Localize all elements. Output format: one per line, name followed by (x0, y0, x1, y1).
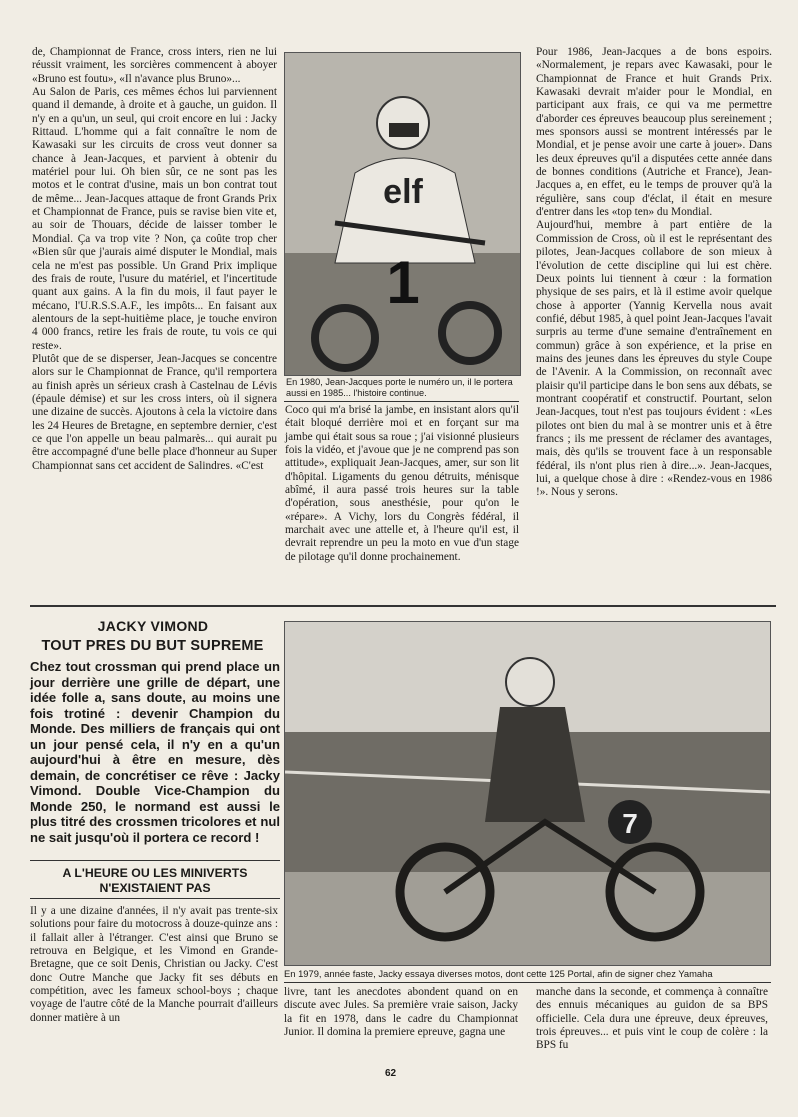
middle-column-top (285, 404, 519, 564)
left-column-top (32, 46, 277, 473)
section-subheading: A L'HEURE OU LES MINIVERTS N'EXISTAIENT PAS (62, 866, 248, 895)
sub-rule (30, 860, 280, 861)
section-title: TOUT PRES DU BUT SUPREME (41, 638, 264, 654)
rider-illustration (285, 53, 520, 375)
right-column-top (536, 46, 772, 500)
section2-body-middle: livre, tant les anecdotes abondent quand on en discute avec Jules. Sa première vraie saison, Jacky la fit en 1978, dans le cadre du Championnat Junior. Il domina la premiere epreuve, gagna une (284, 986, 518, 1039)
photo1-caption: En 1980, Jean-Jacques porte le numéro un, il le portera aussi en 1985... l'histoire continue. (286, 377, 513, 398)
photo-jacky-vimond-portal (284, 621, 771, 966)
race-number-2: 7 (622, 808, 638, 839)
caption-rule-2 (284, 982, 771, 983)
page-number: 62 (385, 1068, 397, 1079)
section2-body-right: manche dans la seconde, et commença à connaître des ennuis mécaniques au guidon de sa BPS officielle. Cela dura une épreuve, deux épreuves, trois épreuves... et puis vint le coup de colère : la BPS fu (536, 986, 768, 1052)
section2-body-left: Il y a une dizaine d'années, il n'y avait pas trente-six solutions pour faire du motocross à douze-quinze ans : il fallait aller à l'étranger. C'est ainsi que Bruno se retrouva en Belgique, et les Vimond en Grande-Bretagne, que ce soit Denis, Christian ou Jacky. C'est donc Outre Manche que Jacky fit ses débuts en compétition, avec les fameux school-boys ; chaque voyage de l'autre côté de la Manche pourrait d'ailleurs donner matière à un (30, 905, 278, 1024)
paragraph: Plutôt que de se disperser, Jean-Jacques se concentre alors sur le Championnat de France, qu'il remportera au finish après un sérieux crash à Castelnau de Lévis (épaule démise) et sur les cross inters, où il signera une dizaine de succès. Ajoutons à cela la victoire dans les 24 Heures de Bretagne, en septembre dernier, c'est ce que l'on appelle un beau palmarès... qui aurait pu être accompagné d'une belle place d'honneur au Super Championnat sans cet accident de Salindres. «C'est (32, 352, 277, 472)
paragraph: de, Championnat de France, cross inters, rien ne lui réussit vraiment, les sorcières commencent à aboyer «Bruno est foutu», «Il n'avance plus Bruno»... (32, 46, 277, 85)
paragraph: Au Salon de Paris, ces mêmes échos lui parviennent quand il demande, à droite et à gauche, un guidon. Il n'y en a qu'un, un seul, qui croit encore en lui : Jacky Rittaud. L'homme qui a fait connaître le nom de Kawasaki sur les circuits de cross veut donner sa chance à Jean-Jacques, et parvient à obtenir du matériel pour lui. Oh bien sûr, ce ne sont pas les motos et le contrat d'usine, mais un bon contrat tout de même... Jean-Jacques attaque de front Grands Prix et Championnat de France, puis se ravise bien vite et, au soir de Thouars, décide de laisser tomber le Mondial. Ça va trop vite ? Non, ça coûte trop cher «Bien sûr que j'aurais aimé disputer le Mondial, mais cela ne m'est pas possible. Un Grand Prix implique des frais de route, l'usure du matériel, et l'incertitude quant aux gains. A la fin du mois, il faut payer le mécano, l'U.R.S.S.A.F., les impôts... En faisant aux alentours de la sept-huitième place, je touche environ 4 000 francs, retire les frais de route, tu vois ce qui reste». (32, 86, 277, 352)
paragraph: Coco qui m'a brisé la jambe, en insistant alors qu'il était bloqué derrière moi et en forçant sur ma jambe qui était sous sa roue ; j'ai visionné plusieurs fois la vidéo, et j'avoue que je ne comprend pas son attitude», expliquait Jean-Jacques, amer, sur son lit d'hôpital. Ligaments du genou détruits, ménisque abîmé, il aura passé trois heures sur la table d'opération, sous anesthésie, pour qu'on le «répare». A Vichy, lors du Congrès fédéral, il marchait avec une attelle et, à l'heure qu'il est, il devrait reprendre un peu la moto en vue d'un stage de pilotage qu'il donne prochainement. (285, 404, 519, 563)
paragraph: Pour 1986, Jean-Jacques a de bons espoirs. «Normalement, je repars avec Kawasaki, pour le Championnat de France et huit Grands Prix. Kawasaki devrait m'aider pour le Mondial, en participant aux frais, ce qui va me permettre d'aborder ces épreuves beaucoup plus sereinement ; mes sponsors aussi se montrent intéressés par le Mondial, et je pense avoir une carte à jouer». Dans les deux épreuves qu'il a disputées cette année dans de bonnes conditions (Autriche et France), Jean-Jacques a, en effet, eu le temps de prouver qu'à la régulière, sans coup d'éclat, il était en mesure d'entrer dans les «top ten» du Mondial. (536, 46, 772, 219)
paragraph: Aujourd'hui, membre à part entière de la Commission de Cross, où il est le représentant des pilotes, Jean-Jacques collabore de son mieux à l'évolution de cette discipline qui lui est chère. Deux points lui tiennent à cœur : la formation physique de ses pairs, et là il estime avoir quelque chose à apporter (Yannig Kervella nous avait confié, début 1985, à quel point Jean-Jacques l'avait surpris au terme d'une semaine d'entraînement en commun) grâce à son expérience, et la prise en mains des jeunes dans les épreuves du style Coupe de l'Avenir. A la Commission, on reconnaît avec plaisir qu'il participe dans le bon sens aux débats, se montrant coopératif et constructif. Pourtant, selon Jean-Jacques, tout n'est pas toujours évident : «Les pilotes ont bien du mal à se montrer unis et à être francs ; ils me pressent de réclamer des avantages, mais, dès qu'ils se trouvent face à un responsable fédéral, ils n'ont plus rien à dire...». Jean-Jacques, lui, a quelque chose à dire : «Rendez-vous en 1986 !». Nous y serons. (536, 219, 772, 499)
jersey-logo: elf (383, 173, 423, 211)
caption-rule (284, 401, 519, 402)
sub-rule-bottom (30, 898, 280, 899)
photo-motocross-rider-elf (284, 52, 521, 376)
section-intro: Chez tout crossman qui prend place un jour derrière une grille de départ, une idée folle a, sans doute, au moins une fois trotiné : devenir Champion du Monde. Des milliers de français qui ont un jour pensé cela, il n'y en a qu'un aujourd'hui à être en mesure, dès demain, de concrétiser ce rêve : Jacky Vimond. Double Vice-Champion du Monde 250, le normand est aussi le plus titré des crossmen tricolores et nul ne sait jusqu'où il portera ce record ! (30, 659, 280, 845)
rider-illustration-2 (285, 622, 770, 965)
photo2-caption: En 1979, année faste, Jacky essaya diverses motos, dont cette 125 Portal, afin de signer chez Yamaha (284, 968, 713, 979)
section-separator (30, 605, 776, 607)
race-number: 1 (386, 249, 420, 316)
section-name: JACKY VIMOND (97, 618, 209, 634)
